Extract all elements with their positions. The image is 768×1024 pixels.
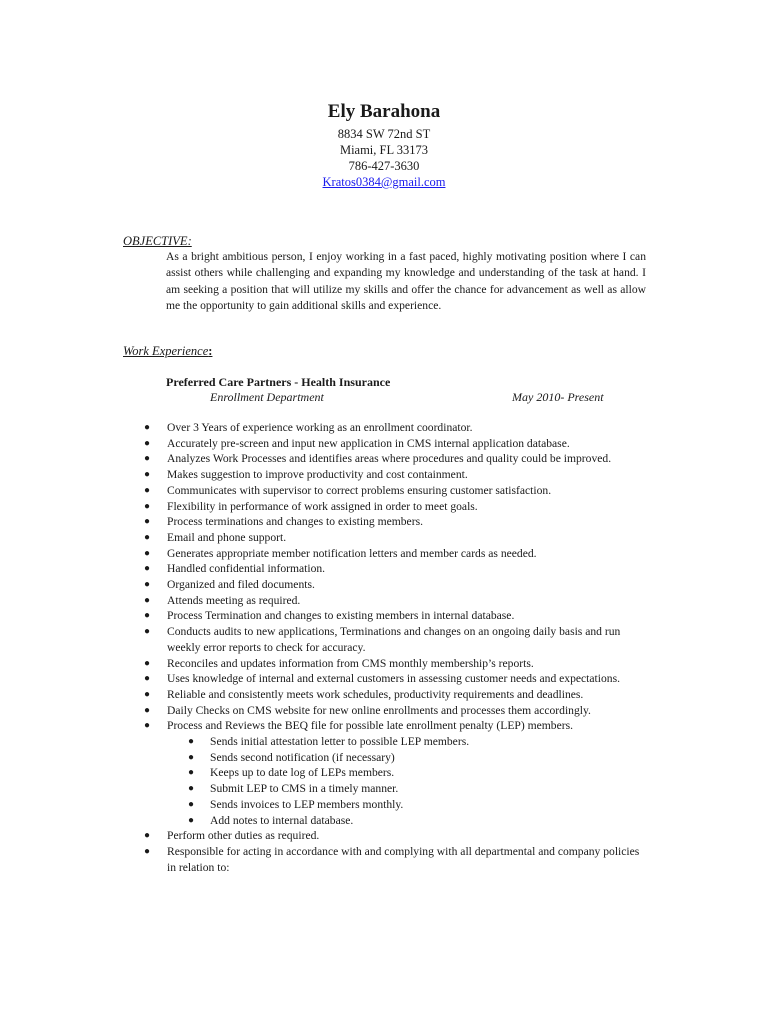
bullet-icon: ● bbox=[144, 673, 151, 685]
bullet-icon: ● bbox=[144, 437, 151, 449]
duty-text: Communicates with supervisor to correct problems ensuring customer satisfaction. bbox=[167, 483, 552, 497]
bullet-icon: ● bbox=[144, 830, 151, 842]
duty-text: Accurately pre-screen and input new application in CMS internal application database. bbox=[167, 436, 570, 450]
duty-text: Submit LEP to CMS in a timely manner. bbox=[210, 782, 399, 796]
duty-text: Process and Reviews the BEQ file for possible late enrollment penalty (LEP) members. bbox=[167, 719, 574, 733]
duty-list-item bbox=[0, 561, 647, 577]
duty-text: Conducts audits to new applications, Terminations and changes on an ongoing daily basis and run weekly error reports to check for accuracy. bbox=[167, 625, 621, 654]
duty-list-item bbox=[0, 577, 647, 593]
duties-list bbox=[0, 420, 768, 875]
duty-text: Process terminations and changes to existing members. bbox=[167, 515, 423, 529]
duty-text: Email and phone support. bbox=[167, 530, 287, 544]
duty-text: Flexibility in performance of work assigned in order to meet goals. bbox=[167, 499, 478, 513]
duty-list-item bbox=[0, 687, 647, 703]
bullet-icon: ● bbox=[188, 751, 195, 763]
duty-text: Attends meeting as required. bbox=[167, 593, 301, 607]
duty-list-item bbox=[0, 467, 647, 483]
duty-text: Handled confidential information. bbox=[167, 562, 326, 576]
duty-list-item bbox=[0, 499, 647, 515]
bullet-icon: ● bbox=[144, 422, 151, 433]
duty-text: Reconciles and updates information from CMS monthly membership’s reports. bbox=[167, 656, 534, 670]
address-line-2: Miami, FL 33173 bbox=[339, 143, 429, 157]
bullet-icon: ● bbox=[188, 736, 195, 748]
duty-list-item bbox=[0, 844, 647, 875]
duty-sub-list-item bbox=[0, 765, 650, 781]
duty-sub-list-item bbox=[0, 734, 650, 750]
employer-name: Preferred Care Partners - Health Insurance bbox=[166, 375, 391, 389]
duty-list-item bbox=[0, 530, 647, 546]
duty-text: Sends invoices to LEP members monthly. bbox=[210, 797, 404, 811]
duty-list-item bbox=[0, 608, 647, 624]
bullet-icon: ● bbox=[144, 688, 151, 700]
duty-list-item bbox=[0, 703, 647, 719]
duty-list-item bbox=[0, 514, 647, 530]
address-line-1: 8834 SW 72nd ST bbox=[337, 127, 431, 141]
bullet-icon: ● bbox=[144, 657, 151, 669]
bullet-icon: ● bbox=[188, 783, 195, 795]
bullet-icon: ● bbox=[144, 469, 151, 481]
duty-sub-list-item bbox=[0, 813, 650, 829]
phone-number: 786-427-3630 bbox=[348, 159, 420, 173]
duty-text: Sends second notification (if necessary) bbox=[210, 750, 395, 764]
duty-list-item bbox=[0, 451, 647, 467]
work-experience-heading bbox=[123, 344, 212, 359]
bullet-icon: ● bbox=[144, 720, 151, 732]
duty-text: Keeps up to date log of LEPs members. bbox=[210, 766, 395, 780]
bullet-icon: ● bbox=[188, 767, 195, 779]
duty-list-item bbox=[0, 546, 647, 562]
objective-text: As a bright ambitious person, I enjoy working in a fast paced, highly motivating position where I can assist others while challenging and expanding my knowledge and understanding of the task at hand. I am seeking a position that will utilize my skills and offer the chance for advancement as well as allow me the opportunity to gain additional skills and experience. bbox=[166, 250, 646, 312]
department-name: Enrollment Department bbox=[210, 390, 324, 404]
work-experience-heading-colon: : bbox=[208, 344, 213, 358]
work-experience-heading-text: Work Experience bbox=[123, 344, 209, 358]
bullet-icon: ● bbox=[144, 453, 151, 465]
bullet-icon: ● bbox=[144, 626, 151, 638]
duty-text: Perform other duties as required. bbox=[167, 829, 320, 843]
resume-header bbox=[0, 100, 768, 190]
employment-dates: May 2010- Present bbox=[512, 390, 604, 404]
duty-list-item bbox=[0, 624, 647, 655]
duty-text: Makes suggestion to improve productivity and cost containment. bbox=[167, 468, 468, 482]
duty-text: Reliable and consistently meets work schedules, productivity requirements and deadlines. bbox=[167, 687, 584, 701]
duty-text: Daily Checks on CMS website for new online enrollments and processes them accordingly. bbox=[167, 703, 591, 717]
bullet-icon: ● bbox=[144, 594, 151, 606]
bullet-icon: ● bbox=[144, 547, 151, 559]
bullet-icon: ● bbox=[144, 704, 151, 716]
bullet-icon: ● bbox=[144, 531, 151, 543]
duty-list-item bbox=[0, 436, 647, 452]
duty-list-item bbox=[0, 828, 647, 844]
bullet-icon: ● bbox=[144, 845, 151, 857]
email-link[interactable]: Kratos0384@gmail.com bbox=[322, 175, 446, 189]
duty-sub-list-item bbox=[0, 750, 650, 766]
duty-text: Generates appropriate member notification letters and member cards as needed. bbox=[167, 546, 537, 560]
bullet-icon: ● bbox=[144, 610, 151, 622]
duty-text: Add notes to internal database. bbox=[210, 813, 354, 827]
bullet-icon: ● bbox=[144, 484, 151, 496]
duty-text: Over 3 Years of experience working as an enrollment coordinator. bbox=[167, 421, 473, 434]
duty-list-item bbox=[0, 593, 647, 609]
duty-list-item bbox=[0, 656, 647, 672]
bullet-icon: ● bbox=[144, 500, 151, 512]
duty-text: Analyzes Work Processes and identifies areas where procedures and quality could be improved. bbox=[167, 452, 612, 466]
bullet-icon: ● bbox=[188, 814, 195, 826]
duty-list-item bbox=[0, 483, 647, 499]
bullet-icon: ● bbox=[188, 798, 195, 810]
duty-list-item bbox=[0, 671, 647, 687]
bullet-icon: ● bbox=[144, 563, 151, 575]
duty-sub-list-item bbox=[0, 797, 650, 813]
duty-text: Process Termination and changes to existing members in internal database. bbox=[167, 609, 515, 623]
candidate-name: Ely Barahona bbox=[327, 101, 441, 122]
duty-text: Organized and filed documents. bbox=[167, 578, 315, 592]
bullet-icon: ● bbox=[144, 516, 151, 528]
duty-text: Sends initial attestation letter to possible LEP members. bbox=[210, 735, 470, 749]
objective-heading: OBJECTIVE: bbox=[123, 234, 192, 248]
duty-sub-list-item bbox=[0, 781, 650, 797]
bullet-icon: ● bbox=[144, 579, 151, 591]
duty-list-item bbox=[0, 718, 647, 734]
duty-text: Responsible for acting in accordance with and complying with all departmental and company policies in relation to: bbox=[167, 844, 640, 874]
duty-text: Uses knowledge of internal and external customers in assessing customer needs and expectations. bbox=[167, 672, 620, 686]
duty-list-item bbox=[0, 420, 647, 436]
